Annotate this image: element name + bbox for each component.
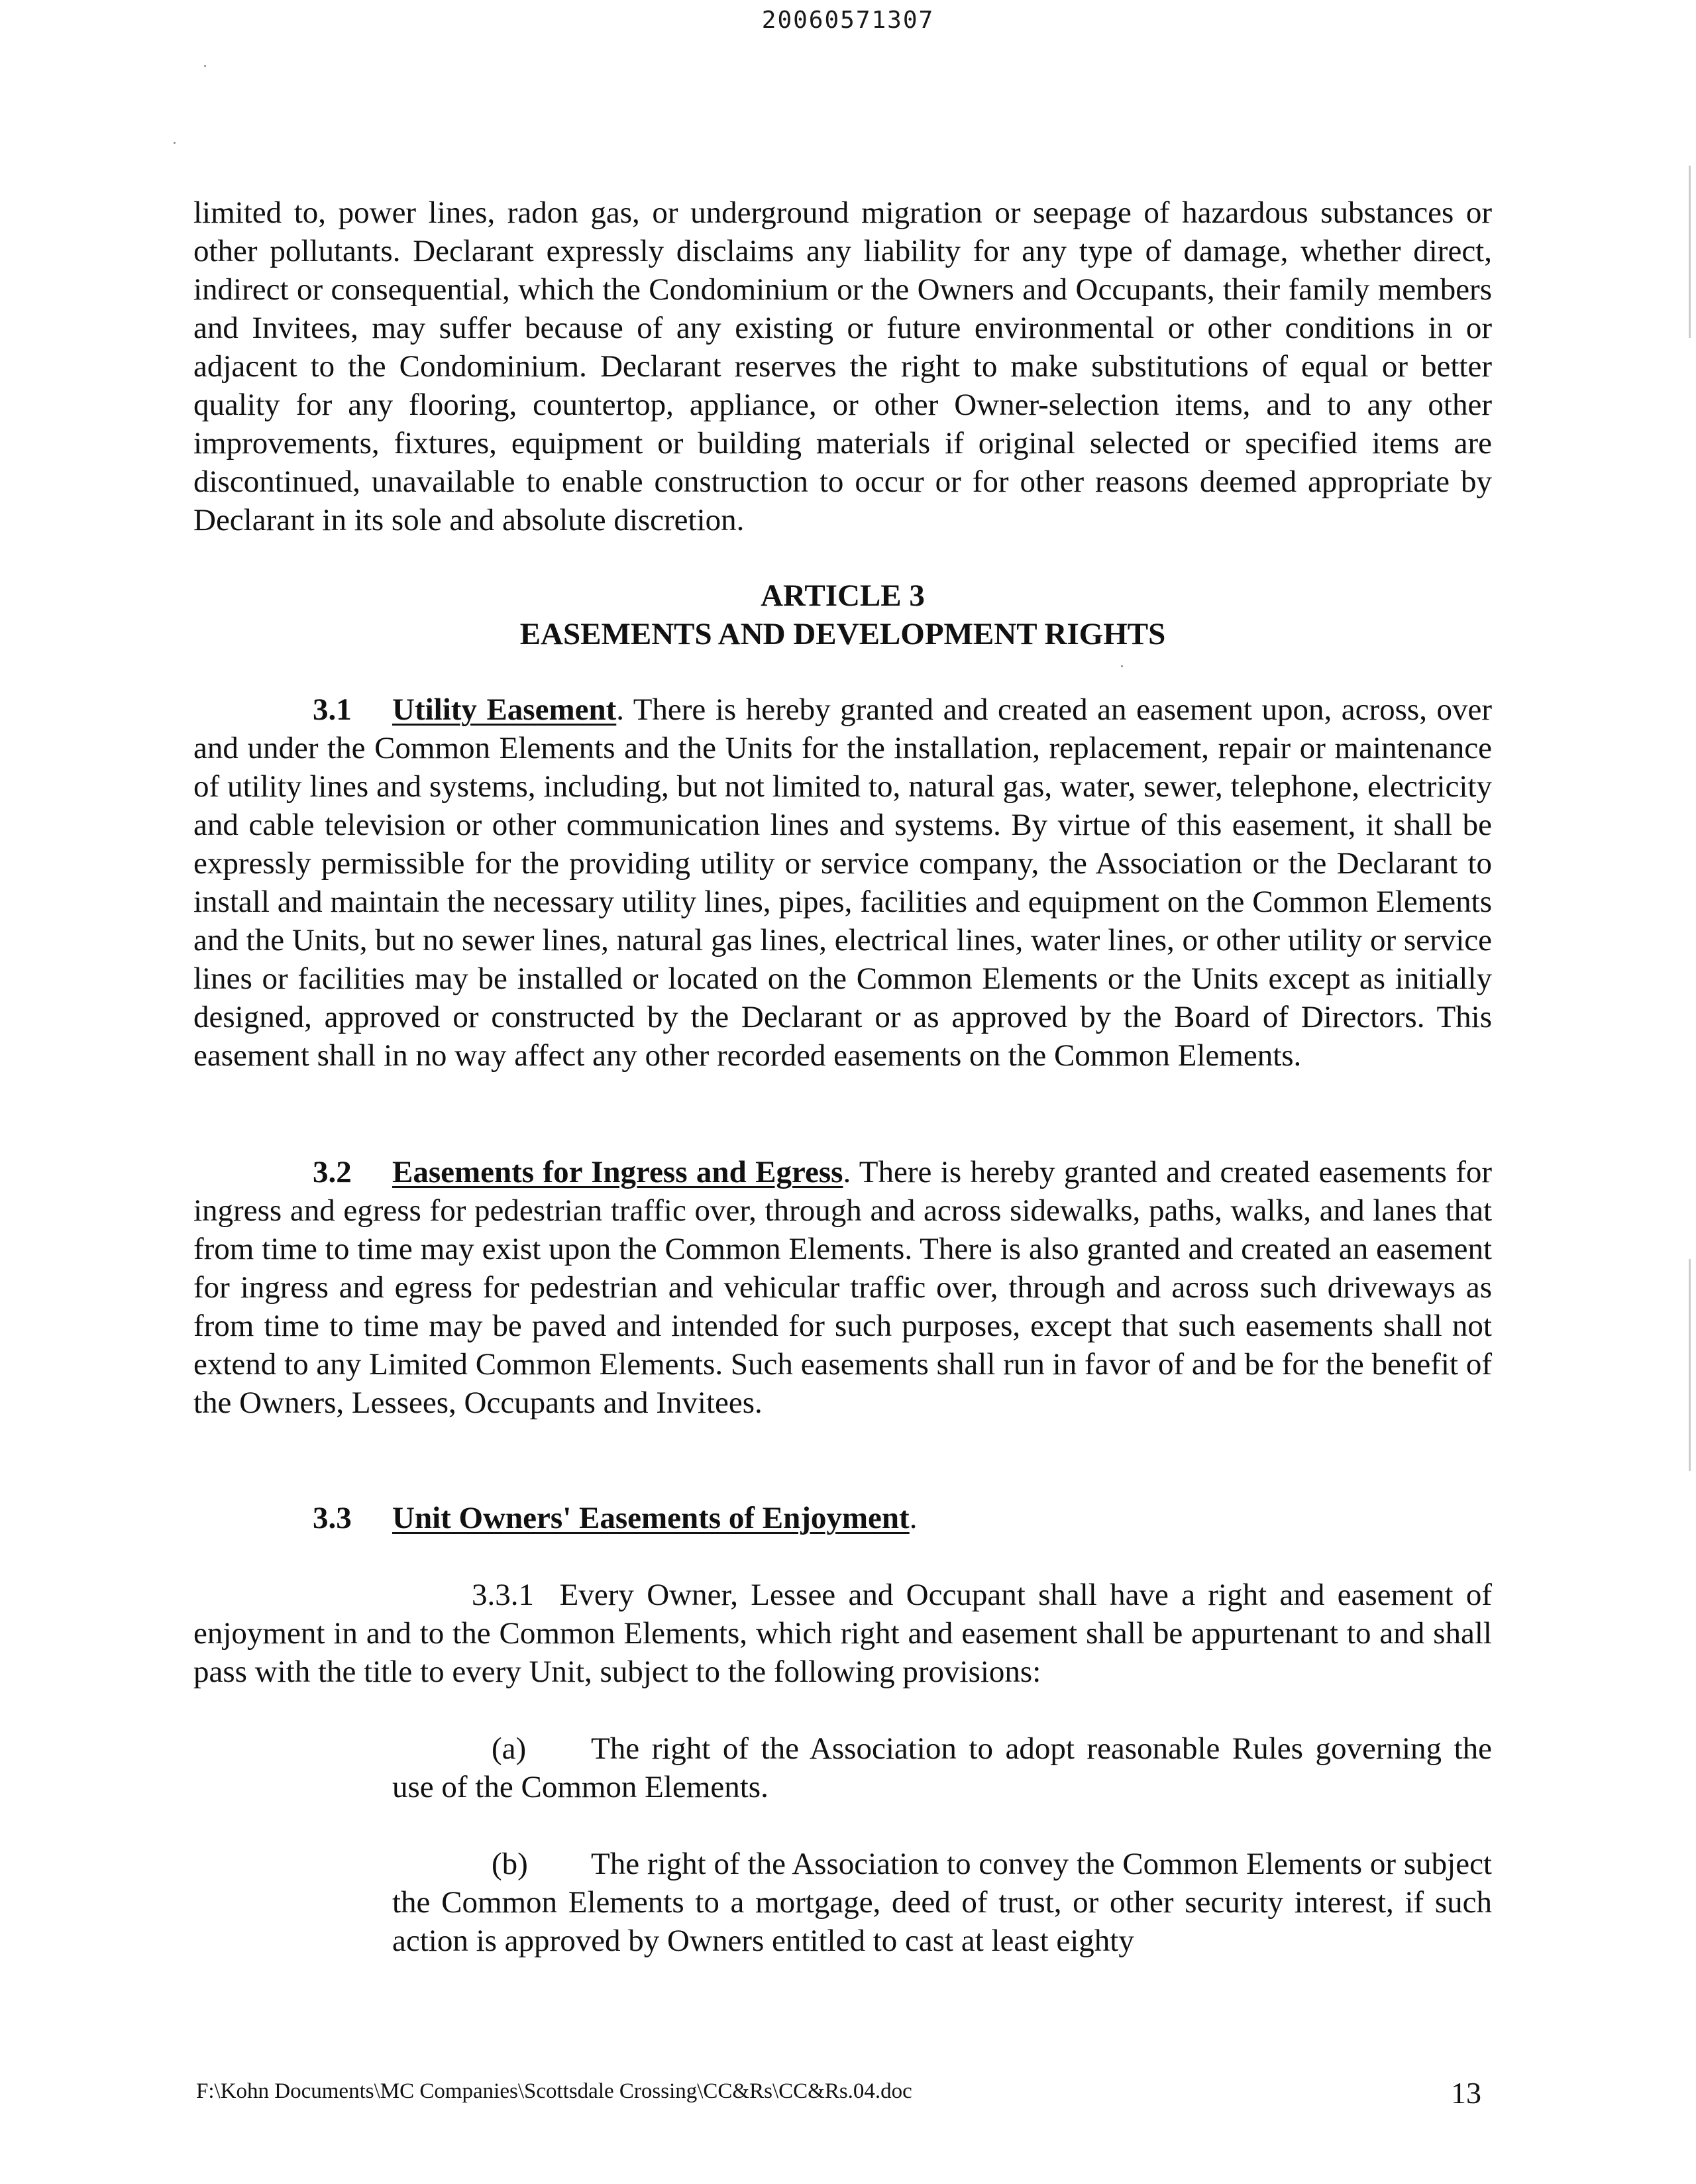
page-number: 13	[1451, 2076, 1481, 2110]
article-title: EASEMENTS AND DEVELOPMENT RIGHTS	[519, 617, 1166, 651]
section-number: 3.2	[313, 1155, 352, 1189]
article-heading	[193, 576, 1492, 653]
scan-speck	[174, 142, 176, 144]
section-title: Easements for Ingress and Egress	[392, 1155, 843, 1189]
provision-a	[392, 1729, 1492, 1806]
provision-text: The right of the Association to adopt reasonable Rules governing the use of the Common Elements.	[392, 1731, 1492, 1804]
article-label: ARTICLE 3	[761, 578, 925, 613]
scan-speck	[1121, 665, 1123, 667]
section-3-3	[193, 1499, 1492, 1537]
section-text: . There is hereby granted and created an easement upon, across, over and under the Common Elements and the Units for the installation, replacement, repair or maintenance of utility lines and systems, including, but not limited to, natural gas, water, sewer, telephone, electricity and cable television or other communication lines and systems. By virtue of this easement, it shall be expressly permissible for the providing utility or service company, the Association or the Declarant to install and maintain the necessary utility lines, pipes, facilities and equipment on the Common Elements and the Units, but no sewer lines, natural gas lines, electrical lines, water lines, or other utility or service lines or facilities may be installed or located on the Common Elements or the Units except as initially designed, approved or constructed by the Declarant or as approved by the Board of Directors. This easement shall in no way affect any other recorded easements on the Common Elements.	[193, 692, 1492, 1073]
scan-speck	[204, 65, 206, 67]
provision-letter: (b)	[492, 1847, 528, 1881]
section-number: 3.3	[313, 1501, 352, 1535]
section-3-3-1	[193, 1576, 1492, 1691]
recording-number: 20060571307	[761, 7, 935, 34]
section-title: Utility Easement	[392, 692, 617, 727]
provision-text: The right of the Association to convey the Common Elements or subject the Common Elements to a mortgage, deed of trust, or other security interest, if such action is approved by Owners entitled to cast at least eighty	[392, 1847, 1492, 1958]
section-number: 3.1	[313, 692, 352, 727]
section-3-1	[193, 690, 1492, 1075]
section-text: . There is hereby granted and created easements for ingress and egress for pedestrian traffic over, through and across sidewalks, paths, walks, and lanes that from time to time may exist upon the Common Elements. There is also granted and created an easement for ingress and egress for pedestrian and vehicular traffic over, through and across such driveways as from time to time may be paved and intended for such purposes, except that such easements shall not extend to any Limited Common Elements. Such easements shall run in favor of and be for the benefit of the Owners, Lessees, Occupants and Invitees.	[193, 1155, 1492, 1420]
subsection-text: Every Owner, Lessee and Occupant shall have a right and easement of enjoyment in and to the Common Elements, which right and easement shall be appurtenant to and shall pass with the title to every Unit, subject to the following provisions:	[193, 1578, 1492, 1689]
provision-letter: (a)	[492, 1731, 527, 1766]
intro-text: limited to, power lines, radon gas, or underground migration or seepage of hazardous substances or other pollutants. Declarant expressly disclaims any liability for any type of damage, whether direct, indirect or consequential, which the Condominium or the Owners and Occupants, their family members and Invitees, may suffer because of any existing or future environmental or other conditions in or adjacent to the Condominium. Declarant reserves the right to make substitutions of equal or better quality for any flooring, countertop, appliance, or other Owner-selection items, and to any other improvements, fixtures, equipment or building materials if original selected or specified items are discontinued, unavailable to enable construction to occur or for other reasons deemed appropriate by Declarant in its sole and absolute discretion.	[193, 195, 1492, 537]
scan-edge-mark	[1689, 166, 1691, 338]
section-3-2	[193, 1153, 1492, 1422]
subsection-number: 3.3.1	[472, 1578, 534, 1612]
provision-b	[392, 1845, 1492, 1960]
footer-file-path: F:\Kohn Documents\MC Companies\Scottsdale Crossing\CC&Rs\CC&Rs.04.doc	[196, 2079, 912, 2103]
section-title: Unit Owners' Easements of Enjoyment	[392, 1501, 910, 1535]
scan-edge-mark	[1689, 1259, 1691, 1471]
section-title-suffix: .	[909, 1501, 918, 1535]
intro-paragraph	[193, 193, 1492, 539]
